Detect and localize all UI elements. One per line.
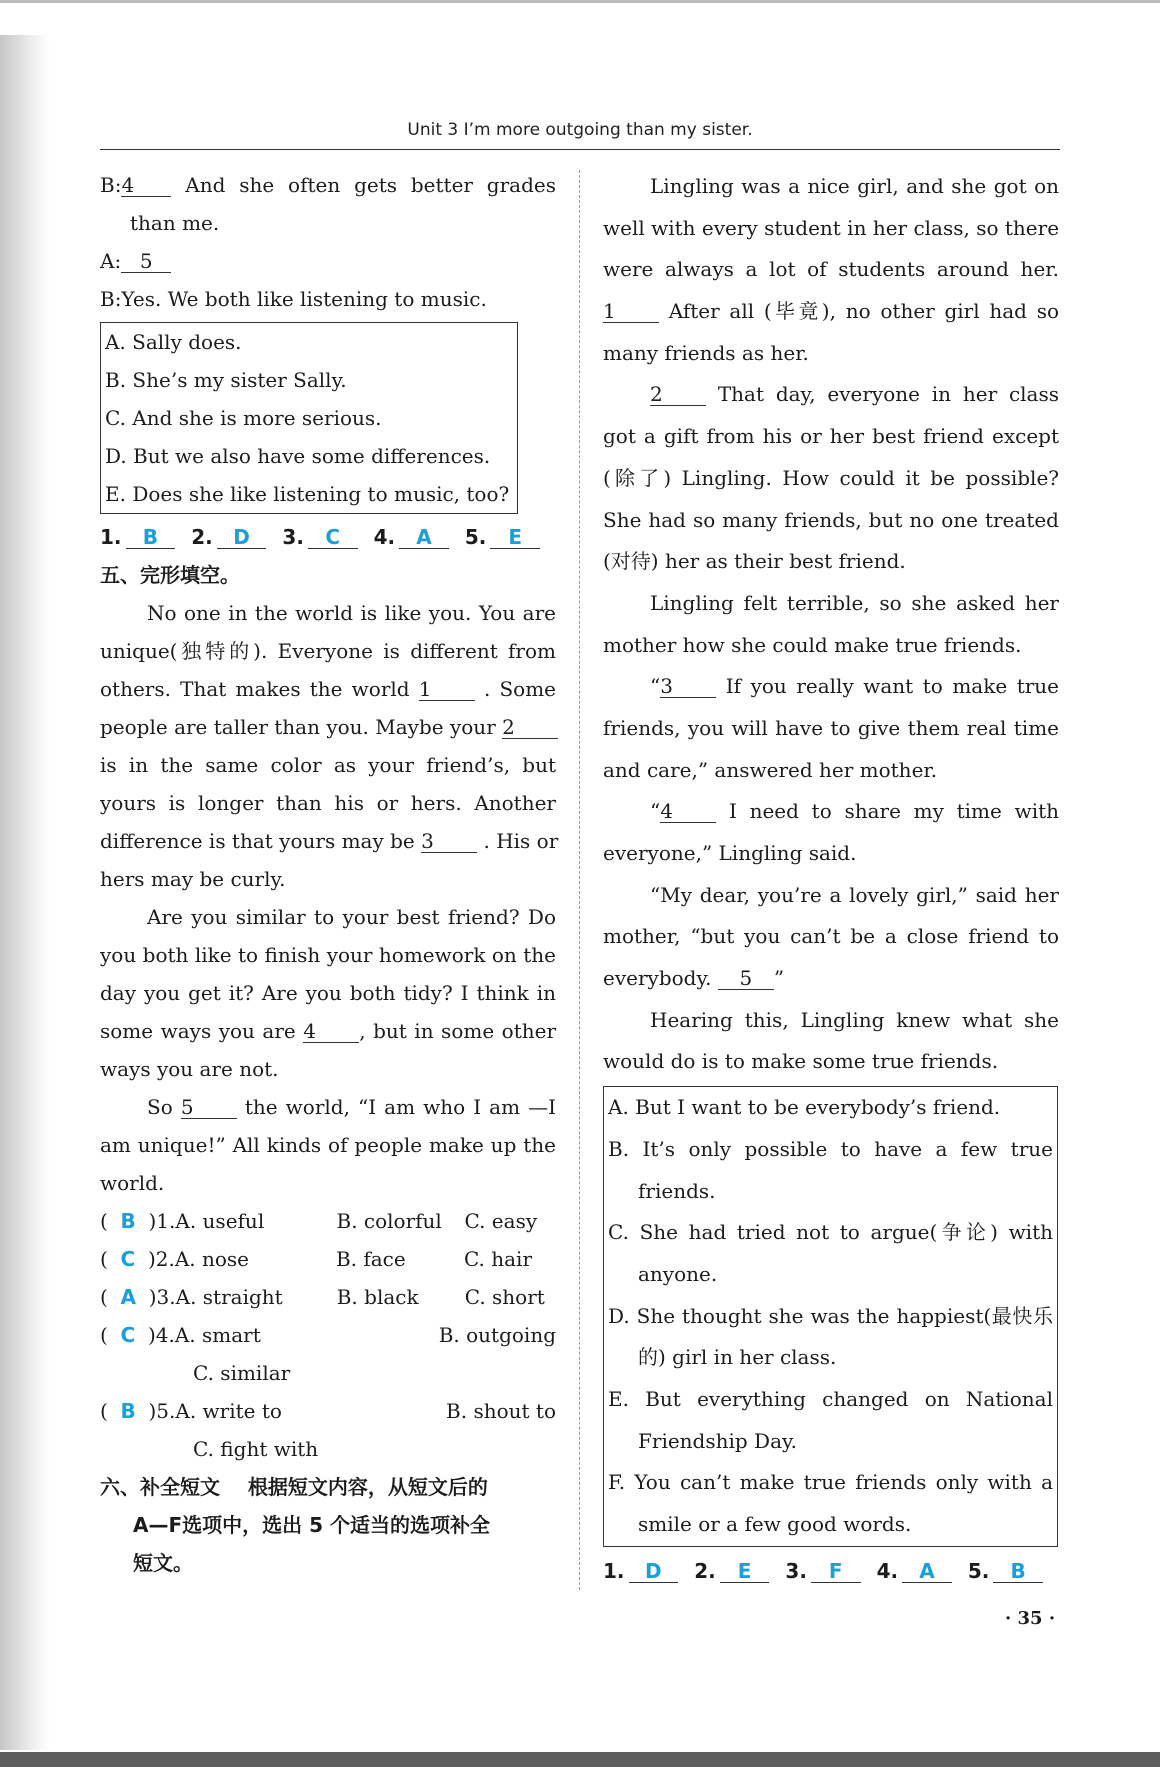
option-d: D. But we also have some differences. [105,444,491,468]
option-b: B. It’s only possible to have a few true [608,1136,1053,1161]
mc-question-2: ( C )2.A. nose B. face C. hair [100,1247,533,1271]
blank-5: 5 [181,1096,237,1119]
passage-line: She had so many friends, but no one treated [603,507,1059,532]
mc-question-5: ( B )5.A. write to B. shout to [100,1399,556,1423]
option-f: F. You can’t make true friends only with a [608,1470,1053,1495]
passage-line: would do is to make some true friends. [603,1049,999,1074]
blank-2: 2 [502,716,558,739]
blank-1: 1 [419,678,475,701]
passage-line: and care,” answered her mother. [603,757,938,782]
blank-4: 4 [660,800,716,823]
left-column [100,166,559,1582]
passage-line: well with every student in her class, so there [603,215,1060,240]
top-border [0,0,1160,3]
answer-blank: B [126,526,176,549]
answer-blank: B [993,1560,1043,1583]
right-column [603,166,1059,1592]
option-a: A. Sally does. [105,330,242,354]
option-a: A. But I want to be everybody’s friend. [608,1095,1001,1120]
cloze-line: some ways you are 4 , but in some other [100,1019,557,1043]
passage-line: “My dear, you’re a lovely girl,” said her [650,882,1059,907]
options-box-2 [603,1086,1058,1547]
option-c-cont: anyone. [638,1261,718,1286]
passage-line: 2 That day, everyone in her class [650,382,1060,407]
cloze-line: day you get it? Are you both tidy? I think in [100,981,556,1005]
passage-line: mother how she could make true friends. [603,632,1022,657]
cloze-line: world. [100,1171,165,1195]
answer-blank: E [490,526,540,549]
mc-answer: B [120,1399,136,1423]
dialog-line: A: 5 [100,242,556,280]
cloze-line: is in the same color as your friend’s, but [100,753,556,777]
options-box-1 [100,322,518,514]
passage-line: Lingling was a nice girl, and she got on [650,174,1059,198]
option-d: D. She thought she was the happiest(最快乐 [608,1303,1053,1328]
passage-line: everyone,” Lingling said. [603,841,857,865]
answer-blank: D [217,526,267,549]
blank-5: 5 [718,967,774,990]
passage-line: friends, you will have to give them real time [603,715,1059,740]
option-c: C. And she is more serious. [105,406,382,430]
section-title-cloze: 五、完形填空。 [100,563,240,587]
cloze-line: you both like to finish your homework on the [100,943,556,967]
blank-4: 4 [303,1020,359,1043]
mc-question-1: ( B )1.A. useful B. colorful C. easy [100,1209,538,1233]
blank-5: 5 [121,250,171,273]
dialog-line: than me. [130,211,220,235]
option-e: E. But everything changed on National [608,1386,1053,1411]
passage-line: were always a lot of students around her. [603,257,1059,282]
option-b: B. She’s my sister Sally. [105,368,347,392]
option-b-cont: friends. [638,1178,716,1203]
mc-question-5-c: C. fight with [193,1437,319,1461]
passage-line: mother, “but you can’t be a close friend to [603,924,1059,949]
answer-blank: A [399,526,449,549]
answer-row-2: 1. D 2. E 3. F 4. A 5. B [603,1551,1059,1593]
cloze-line: people are taller than you. Maybe your 2 [100,708,556,746]
section-title-fill: 六、补全短文 根据短文内容，从短文后的 [100,1475,488,1499]
option-d-cont: 的) girl in her class. [638,1345,837,1370]
cloze-line: unique(独特的). Everyone is different from [100,639,556,663]
page-header: Unit 3 I’m more outgoing than my sister. [407,120,753,140]
mc-question-4: ( C )4.A. smart B. outgoing [100,1323,556,1347]
answer-row-1: 1. B 2. D 3. C 4. A 5. E [100,518,556,556]
cloze-line: hers may be curly. [100,867,286,891]
page-binding-shadow [0,35,50,1750]
passage-line: (对待) her as their best friend. [603,549,906,574]
mc-question-3: ( A )3.A. straight B. black C. short [100,1285,545,1309]
mc-question-4-c: C. similar [193,1361,291,1385]
blank-3: 3 [660,675,716,698]
cloze-line: ways you are not. [100,1057,279,1081]
cloze-line: am unique!” All kinds of people make up the [100,1133,556,1157]
dialog-line: B:Yes. We both like listening to music. [100,287,487,311]
blank-4: 4 [121,174,171,197]
passage-line: 1 After all (毕竟), no other girl had so [603,299,1059,324]
blank-2: 2 [650,383,706,406]
blank-3: 3 [421,830,477,853]
mc-answer: B [120,1209,136,1233]
passage-line: Hearing this, Lingling knew what she [650,1007,1059,1032]
option-e: E. Does she like listening to music, too? [105,482,510,506]
answer-blank: E [720,1560,770,1583]
answer-blank: C [308,526,358,549]
answer-blank: F [811,1560,861,1583]
cloze-line: yours is longer than his or hers. Another [100,791,556,815]
passage-line: “3 If you really want to make true [650,674,1060,699]
option-f-cont: smile or a few good words. [638,1512,912,1536]
answer-blank: A [902,1560,952,1583]
header-rule [100,149,1060,150]
option-e-cont: Friendship Day. [638,1428,798,1453]
mc-answer: A [120,1285,137,1309]
blank-1: 1 [603,300,659,323]
answer-blank: D [629,1560,679,1583]
passage-line: many friends as her. [603,340,809,365]
passage-line: everybody. 5 ” [603,966,785,991]
section-instruction: A—F选项中，选出 5 个适当的选项补全 [133,1513,490,1537]
mc-answer: C [120,1247,136,1271]
passage-line: (除了) Lingling. How could it be possible? [603,465,1059,490]
column-divider [579,170,580,1590]
dialog-line: B:4 And she often gets better grades [100,173,556,197]
cloze-line: others. That makes the world 1 . Some [100,677,557,701]
passage-line: Lingling felt terrible, so she asked her [650,590,1059,615]
mc-answer: C [120,1323,136,1347]
bottom-bar [0,1752,1160,1767]
cloze-line: Are you similar to your best friend? Do [147,905,556,929]
passage-line: got a gift from his or her best friend except [603,424,1059,449]
section-instruction: 短文。 [133,1551,193,1575]
option-c: C. She had tried not to argue(争论) with [608,1220,1053,1245]
passage-line: “4 I need to share my time with [650,799,1060,824]
cloze-line: No one in the world is like you. You are [147,601,556,625]
cloze-line: So 5 the world, “I am who I am —I [147,1095,557,1119]
cloze-line: difference is that yours may be 3 . His or [100,829,559,853]
page-number: · 35 · [1005,1608,1056,1629]
